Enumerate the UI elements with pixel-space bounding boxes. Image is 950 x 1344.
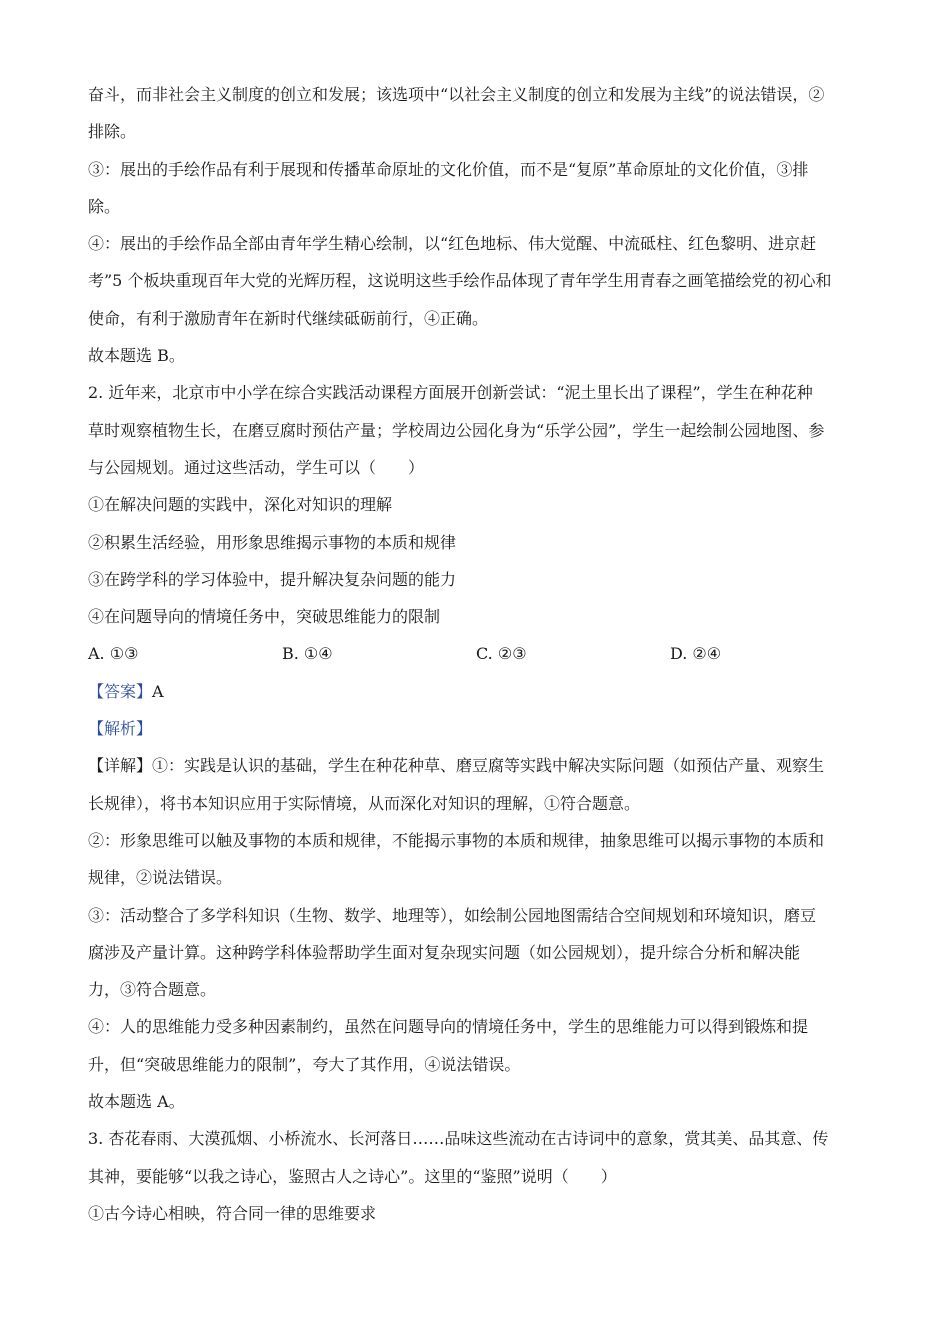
text-line: ④：展出的手绘作品全部由青年学生精心绘制，以“红色地标、伟大觉醒、中流砥柱、红色黎明、进京赶 (88, 234, 817, 254)
question-stem-line: 草时观察植物生长，在磨豆腐时预估产量；学校周边公园化身为“乐学公园”，学生一起绘制公园地图、参 (88, 420, 825, 440)
option-c: C. ②③ (476, 644, 527, 664)
conclusion-line: 故本题选 A。 (88, 1092, 185, 1112)
question-2 (88, 374, 868, 1120)
text-line: 奋斗，而非社会主义制度的创立和发展；该选项中“以社会主义制度的创立和发展为主线”的说法错误，② (88, 85, 825, 104)
option-d: D. ②④ (670, 644, 722, 664)
option-b: B. ①④ (282, 644, 333, 664)
analysis-tag: 【解析】 (88, 719, 153, 739)
answer-tag: 【答案】 (88, 681, 153, 701)
question-stem-line: 2. 近年来，北京市中小学在综合实践活动课程方面展开创新尝试：“泥土里长出了课程”，学生在种花种 (88, 383, 813, 403)
detail-line (88, 747, 868, 784)
detail-text: ①：实践是认识的基础，学生在种花种草、磨豆腐等实践中解决实际问题（如预估产量、观察生 (152, 756, 825, 776)
statement-item: ③在跨学科的学习体验中，提升解决复杂问题的能力 (88, 569, 457, 589)
text-line: ②：形象思维可以触及事物的本质和规律，不能揭示事物的本质和规律，抽象思维可以揭示事物的本质和 (88, 830, 825, 850)
conclusion-line: 故本题选 B。 (88, 346, 185, 366)
statement-item: ①在解决问题的实践中，深化对知识的理解 (88, 495, 393, 515)
text-line: 力，③符合题意。 (88, 980, 217, 1000)
option-a: A. ①③ (88, 644, 139, 664)
text-line: 长规律），将书本知识应用于实际情境，从而深化对知识的理解，①符合题意。 (88, 793, 641, 813)
statement-item: ①古今诗心相映，符合同一律的思维要求 (88, 1203, 377, 1223)
text-line: ③：活动整合了多学科知识（生物、数学、地理等），如绘制公园地图需结合空间规划和环境知识，磨豆 (88, 905, 817, 925)
text-line: 升，但“突破思维能力的限制”，夸大了其作用，④说法错误。 (88, 1054, 521, 1074)
question-stem-line: 与公园规划。通过这些活动，学生可以（ ） (88, 457, 425, 477)
answer-options (88, 635, 868, 672)
statement-item: ④在问题导向的情境任务中，突破思维能力的限制 (88, 607, 441, 627)
answer-value: A (152, 681, 164, 701)
question-stem-line: 3. 杏花春雨、大漠孤烟、小桥流水、长河落日……品味这些流动在古诗词中的意象，赏其美、品其意、传 (88, 1129, 829, 1149)
text-line: 腐涉及产量计算。这种跨学科体验帮助学生面对复杂现实问题（如公园规划），提升综合分析和解决能 (88, 942, 801, 962)
q1-analysis-tail (88, 76, 868, 374)
document-page (88, 76, 868, 1232)
text-line: 除。 (88, 196, 121, 216)
answer-line (88, 673, 868, 710)
text-line: ③：展出的手绘作品有利于展现和传播革命原址的文化价值，而不是“复原”革命原址的文化价值，③排 (88, 159, 809, 179)
text-line: 考”5 个板块重现百年大党的光辉历程，这说明这些手绘作品体现了青年学生用青春之画笔描绘党的初心和 (88, 271, 832, 291)
detail-tag: 【详解】 (88, 756, 153, 776)
statement-item: ②积累生活经验，用形象思维揭示事物的本质和规律 (88, 532, 457, 552)
text-line: 使命，有利于激励青年在新时代继续砥砺前行，④正确。 (88, 308, 489, 328)
text-line: 排除。 (88, 122, 137, 142)
question-3 (88, 1120, 868, 1232)
question-stem-line: 其神，要能够“以我之诗心，鉴照古人之诗心”。这里的“鉴照”说明（ ） (88, 1166, 617, 1186)
text-line: 规律，②说法错误。 (88, 868, 233, 888)
analysis-line (88, 710, 868, 747)
text-line: ④：人的思维能力受多种因素制约，虽然在问题导向的情境任务中，学生的思维能力可以得到锻炼和提 (88, 1017, 809, 1037)
